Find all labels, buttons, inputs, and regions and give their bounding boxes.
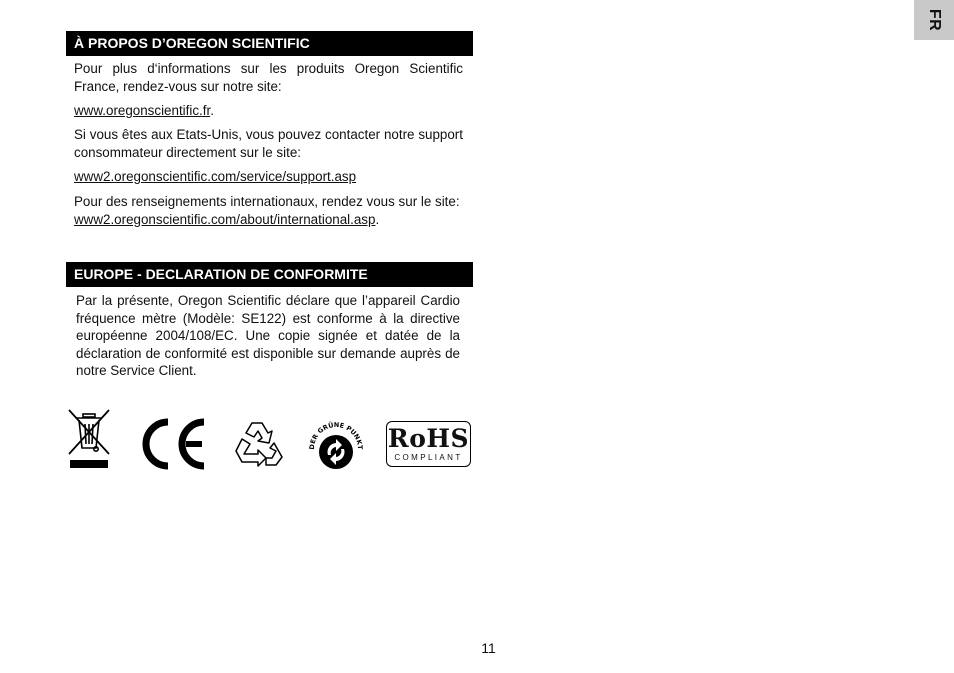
green-dot-label: DER GRÜNE PUNKT xyxy=(307,420,365,450)
green-dot-icon xyxy=(306,419,366,471)
recycle-icon xyxy=(232,417,288,469)
about-link-line-1 xyxy=(74,102,463,120)
international-link[interactable]: www2.oregonscientific.com/about/international.asp xyxy=(74,211,376,227)
about-paragraph-1: Pour plus d‘informations sur les produits Oregon Scientific France, rendez-vous sur notre site: xyxy=(74,61,463,94)
conformity-paragraph: Par la présente, Oregon Scientific déclare que l’appareil Cardio fréquence mètre (Modèle: SE122) est conforme à la directive européenne 2004/108/EC. Une copie signée et datée de la déclaration de conformité est disponible sur demande auprès de notre Service Client. xyxy=(76,293,460,378)
section-header-about: À PROPOS D’OREGON SCIENTIFIC xyxy=(66,31,473,56)
oregon-fr-link-suffix: . xyxy=(210,103,214,118)
support-link[interactable]: www2.oregonscientific.com/service/support.asp xyxy=(74,169,357,184)
oregon-fr-link[interactable]: www.oregonscientific.fr xyxy=(74,103,211,118)
international-link-suffix: . xyxy=(375,211,380,227)
rohs-title: RoHS xyxy=(387,424,470,453)
about-paragraph-3 xyxy=(74,193,463,228)
page-number: 11 xyxy=(481,640,496,656)
international-prefix: Pour des renseignements internationaux, rendez vous sur le site: xyxy=(74,194,460,209)
about-link-line-2 xyxy=(74,168,463,186)
section-header-conformity: EUROPE - DECLARATION DE CONFORMITE xyxy=(66,262,473,287)
about-paragraph-2: Si vous êtes aux Etats-Unis, vous pouvez contacter notre support consommateur directement sur le site: xyxy=(74,127,463,160)
language-tab-label: FR xyxy=(925,8,943,32)
certification-logos xyxy=(66,405,476,475)
ce-mark-icon xyxy=(138,418,208,470)
rohs-subtitle: COMPLIANT xyxy=(394,453,463,462)
language-tab xyxy=(914,0,954,40)
weee-bin-icon xyxy=(66,408,114,472)
rohs-badge xyxy=(386,421,471,467)
